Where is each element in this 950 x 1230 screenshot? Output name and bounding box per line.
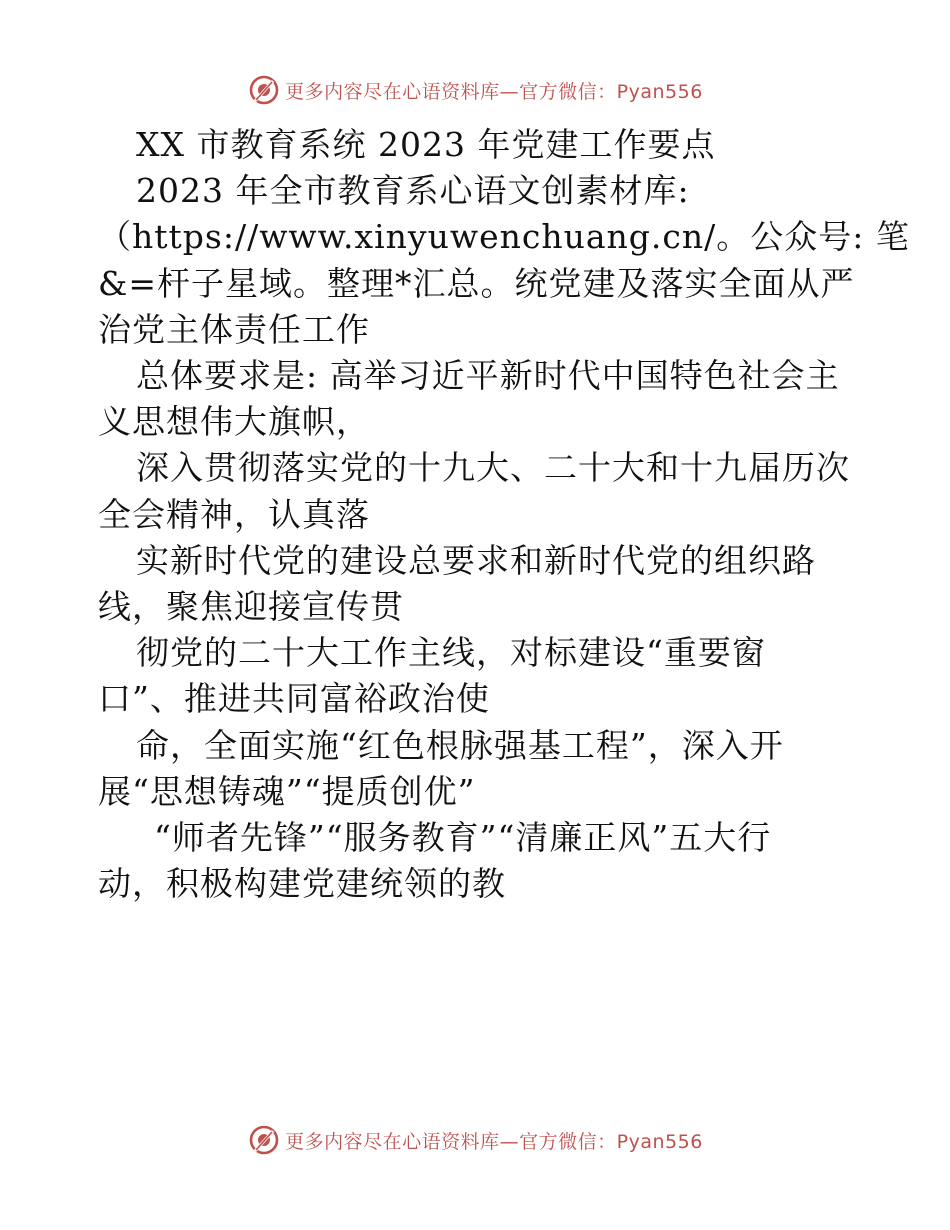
footer-banner-text: 更多内容尽在心语资料库—官方微信：Pyan556 [285,1130,703,1153]
body-line: 命，全面实施“红色根脉强基工程”，深入开 [136,725,784,765]
body-line: “师者先锋”“服务教育”“清廉正风”五大行 [154,818,772,858]
body-line: 彻党的二十大工作主线，对标建设“重要窗 [136,633,766,673]
body-line: 展“思想铸魂”“提质创优” [98,771,476,811]
body-line: （https://www.xinyuwenchuang.cn/。公众号: 笔 [98,217,910,257]
brand-logo-icon [247,1123,281,1157]
body-line: 口”、推进共同富裕政治使 [98,679,490,719]
body-line: 治党主体责任工作 [98,309,370,349]
body-line: 线，聚焦迎接宣传贯 [98,587,404,627]
body-line: 2023 年全市教育系心语文创素材库: [136,171,690,211]
body-line: &=杆子星域。整理*汇总。统党建及落实全面从严 [98,263,855,303]
body-line: 义思想伟大旗帜， [98,402,370,442]
body-line: 全会精神，认真落 [98,494,370,534]
body-line: 实新时代党的建设总要求和新时代党的组织路 [136,540,816,580]
header-banner [0,70,950,110]
footer-banner [0,1120,950,1160]
header-banner-text: 更多内容尽在心语资料库—官方微信：Pyan556 [285,80,703,103]
body-line: 总体要求是: 高举习近平新时代中国特色社会主 [136,356,840,396]
body-line: 动，积极构建党建统领的教 [98,864,506,904]
document-body [98,122,910,907]
brand-logo-icon [247,73,281,107]
body-line: 深入贯彻落实党的十九大、二十大和十九届历次 [136,448,850,488]
document-title: XX 市教育系统 2023 年党建工作要点 [136,125,716,164]
